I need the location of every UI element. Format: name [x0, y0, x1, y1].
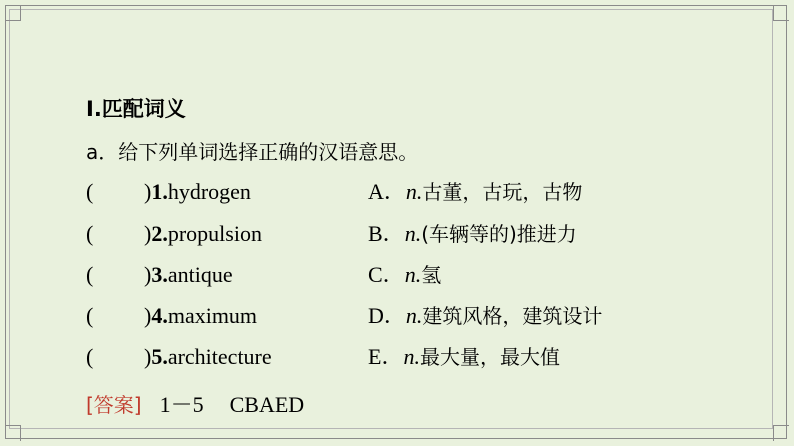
instruction-text: a．给下列单词选择正确的汉语意思。	[86, 140, 419, 164]
answer-blank-close: )	[144, 221, 152, 246]
meaning-option	[368, 343, 560, 371]
answer-line	[86, 391, 304, 419]
english-word: hydrogen	[167, 179, 251, 204]
answer-tag: [答案]	[86, 393, 142, 417]
part-of-speech: n.	[405, 303, 423, 328]
item-number: 3.	[151, 262, 168, 287]
option-letter: A．	[368, 179, 406, 204]
answer-blank-close: )	[144, 262, 152, 287]
option-letter: D．	[368, 303, 406, 328]
answer-blank-open: (	[86, 262, 94, 287]
part-of-speech: n.	[404, 221, 422, 246]
chinese-meaning: (车辆等的)推进力	[421, 222, 577, 246]
item-number: 4.	[151, 303, 168, 328]
chinese-meaning: 最大量，最大值	[419, 345, 560, 369]
english-word: antique	[167, 262, 233, 287]
item-number: 1.	[151, 179, 168, 204]
answer-blank-open: (	[86, 179, 94, 204]
part-of-speech: n.	[404, 262, 422, 287]
word-entry	[144, 261, 233, 289]
english-word: maximum	[167, 303, 258, 328]
word-entry	[144, 302, 257, 330]
answer-blank-open: (	[86, 344, 94, 369]
answer-key: CBAED	[229, 392, 305, 417]
chinese-meaning: 建筑风格，建筑设计	[422, 304, 603, 328]
meaning-option	[368, 178, 582, 206]
section-title: Ⅰ.匹配词义	[86, 97, 186, 121]
meaning-option	[368, 261, 441, 289]
english-word: propulsion	[167, 221, 262, 246]
option-letter: C．	[368, 262, 405, 287]
option-letter: E．	[368, 344, 404, 369]
item-number: 5.	[151, 344, 168, 369]
answer-blank-open: (	[86, 303, 94, 328]
option-letter: B．	[368, 221, 405, 246]
answer-blank-close: )	[144, 179, 152, 204]
answer-blank-close: )	[144, 303, 152, 328]
meaning-option	[368, 302, 602, 330]
part-of-speech: n.	[405, 179, 423, 204]
english-word: architecture	[167, 344, 272, 369]
answer-blank-open: (	[86, 221, 94, 246]
meaning-option	[368, 220, 577, 248]
item-number: 2.	[151, 221, 168, 246]
answer-blank-close: )	[144, 344, 152, 369]
word-entry	[144, 220, 262, 248]
part-of-speech: n.	[403, 344, 420, 369]
answer-range: 1－5	[159, 392, 204, 417]
chinese-meaning: 古董，古玩，古物	[422, 180, 583, 204]
chinese-meaning: 氢	[421, 263, 442, 287]
word-entry	[144, 178, 251, 206]
word-entry	[144, 343, 272, 371]
